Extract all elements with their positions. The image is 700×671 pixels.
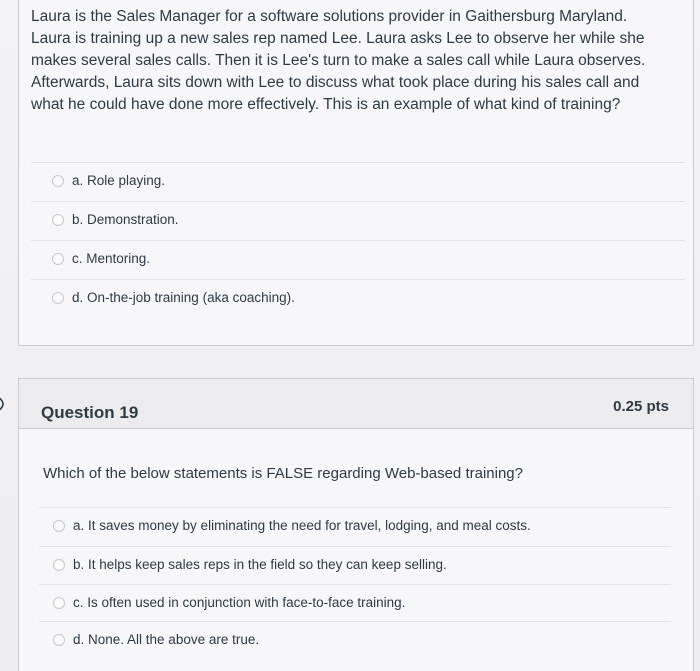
answer-option-a[interactable] bbox=[39, 507, 671, 545]
answer-option-c[interactable] bbox=[39, 584, 671, 622]
answer-label: c. Mentoring. bbox=[72, 251, 151, 266]
answer-option-d[interactable] bbox=[31, 279, 685, 317]
chevron-right-icon[interactable] bbox=[0, 395, 12, 413]
question-text-line: Laura is training up a new sales rep named Lee. Laura asks Lee to observe her while she bbox=[31, 30, 645, 47]
radio-button[interactable] bbox=[52, 175, 64, 187]
previous-question-card bbox=[18, 0, 694, 346]
radio-button[interactable] bbox=[53, 634, 65, 646]
radio-button[interactable] bbox=[53, 520, 65, 532]
radio-button[interactable] bbox=[52, 214, 64, 226]
answer-label: b. Demonstration. bbox=[72, 212, 179, 227]
question-19-card bbox=[18, 378, 694, 671]
answer-option-b[interactable] bbox=[39, 546, 671, 584]
question-header bbox=[19, 379, 693, 429]
radio-button[interactable] bbox=[52, 292, 64, 304]
radio-button[interactable] bbox=[52, 253, 64, 265]
answer-option-d[interactable] bbox=[39, 621, 671, 659]
question-text: Which of the below statements is FALSE regarding Web-based training? bbox=[43, 465, 523, 482]
answer-label: c. Is often used in conjunction with face-to-face training. bbox=[73, 595, 406, 610]
answer-option-c[interactable] bbox=[31, 240, 685, 278]
question-points: 0.25 pts bbox=[613, 398, 669, 415]
answer-option-a[interactable] bbox=[31, 162, 685, 200]
answer-label: d. On-the-job training (aka coaching). bbox=[72, 290, 295, 305]
answer-label: d. None. All the above are true. bbox=[73, 632, 260, 647]
question-text-line: makes several sales calls. Then it is Lee's turn to make a sales call while Laura observes. bbox=[31, 52, 646, 69]
question-text-line: Laura is the Sales Manager for a software solutions provider in Gaithersburg Maryland. bbox=[31, 8, 628, 25]
answer-label: a. It saves money by eliminating the need for travel, lodging, and meal costs. bbox=[73, 518, 531, 533]
radio-button[interactable] bbox=[53, 559, 65, 571]
question-title: Question 19 bbox=[41, 403, 139, 422]
question-text-line: what he could have done more effectively. This is an example of what kind of training? bbox=[31, 96, 621, 113]
answer-label: a. Role playing. bbox=[72, 173, 166, 188]
question-text-line: Afterwards, Laura sits down with Lee to discuss what took place during his sales call and bbox=[31, 74, 640, 91]
radio-button[interactable] bbox=[53, 597, 65, 609]
previous-question-text bbox=[31, 6, 681, 116]
answer-label: b. It helps keep sales reps in the field so they can keep selling. bbox=[73, 557, 447, 572]
answer-option-b[interactable] bbox=[31, 201, 685, 239]
